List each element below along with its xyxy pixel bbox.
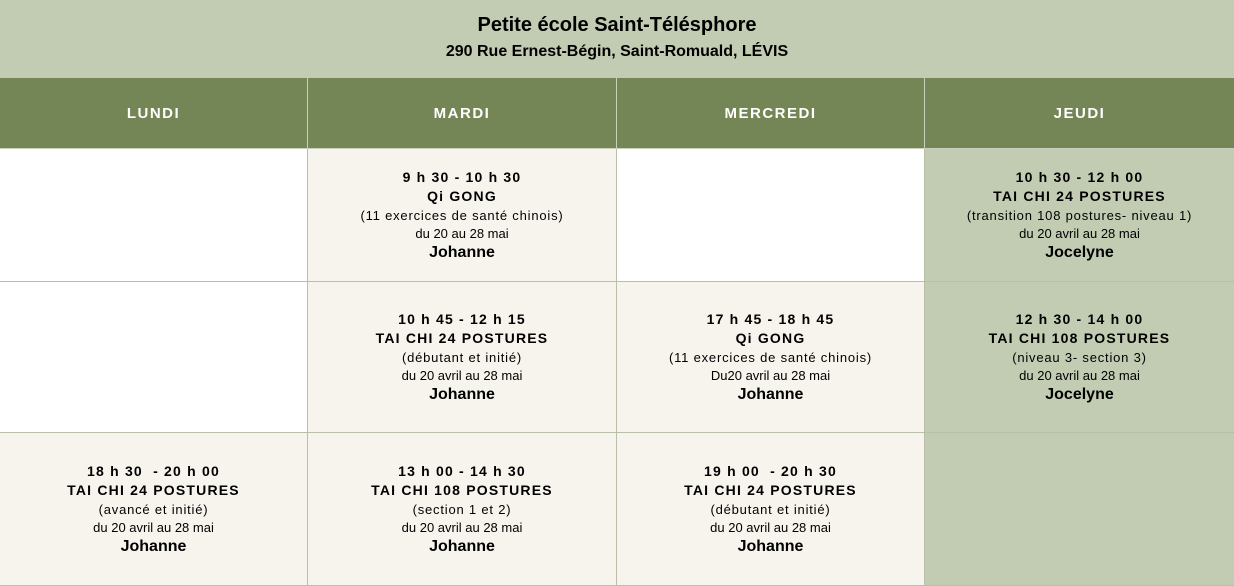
- class-dates: du 20 avril au 28 mai: [1019, 367, 1140, 383]
- slot-jeudi-r3-empty: [925, 433, 1234, 586]
- class-teacher: Johanne: [737, 537, 804, 555]
- day-header-jeudi: JEUDI: [925, 78, 1234, 149]
- class-time: 10 h 30 - 12 h 00: [1015, 168, 1144, 185]
- class-slot-mardi-r2: [308, 282, 617, 433]
- slot-lundi-r1-empty: [0, 149, 308, 282]
- class-slot-jeudi-r1: [925, 149, 1234, 282]
- class-teacher: Johanne: [429, 537, 495, 555]
- class-description: (niveau 3- section 3): [1012, 349, 1147, 365]
- class-teacher: Johanne: [429, 243, 495, 261]
- class-name: TAI CHI 108 POSTURES: [371, 481, 553, 498]
- class-slot-mardi-r1: [308, 149, 617, 282]
- day-header-lundi: LUNDI: [0, 78, 308, 149]
- class-dates: du 20 avril au 28 mai: [93, 519, 214, 535]
- schedule-header: [0, 0, 1234, 78]
- class-time: 9 h 30 - 10 h 30: [402, 168, 522, 185]
- class-dates: du 20 au 28 mai: [415, 225, 509, 241]
- class-time: 12 h 30 - 14 h 00: [1015, 310, 1144, 327]
- page-title: Petite école Saint-Télésphore: [477, 14, 757, 36]
- class-slot-jeudi-r2: [925, 282, 1234, 433]
- class-name: TAI CHI 24 POSTURES: [375, 329, 549, 346]
- class-name: Qi GONG: [427, 187, 497, 204]
- class-time: 18 h 30 - 20 h 00: [87, 462, 220, 479]
- class-time: 17 h 45 - 18 h 45: [706, 310, 835, 327]
- class-dates: du 20 avril au 28 mai: [401, 519, 523, 535]
- class-slot-mardi-r3: [308, 433, 617, 586]
- class-description: (section 1 et 2): [412, 501, 512, 517]
- class-time: 19 h 00 - 20 h 30: [704, 462, 837, 479]
- class-slot-mercredi-r2: [617, 282, 925, 433]
- class-name: TAI CHI 24 POSTURES: [684, 481, 857, 498]
- address-subtitle: 290 Rue Ernest-Bégin, Saint-Romuald, LÉVIS: [445, 43, 789, 60]
- class-teacher: Jocelyne: [1045, 385, 1114, 403]
- class-description: (débutant et initié): [710, 501, 831, 517]
- class-teacher: Johanne: [120, 537, 187, 555]
- class-time: 13 h 00 - 14 h 30: [398, 462, 526, 479]
- slot-mercredi-r1-empty: [617, 149, 925, 282]
- class-name: TAI CHI 108 POSTURES: [988, 329, 1171, 346]
- class-description: (avancé et initié): [98, 501, 209, 517]
- schedule-grid: [0, 78, 1234, 586]
- class-teacher: Jocelyne: [1045, 243, 1114, 261]
- class-teacher: Johanne: [429, 385, 495, 403]
- day-header-mercredi: MERCREDI: [617, 78, 925, 149]
- slot-lundi-r2-empty: [0, 282, 308, 433]
- class-slot-lundi-r3: [0, 433, 308, 586]
- class-dates: du 20 avril au 28 mai: [710, 519, 831, 535]
- class-time: 10 h 45 - 12 h 15: [398, 310, 526, 327]
- day-header-mardi: MARDI: [308, 78, 617, 149]
- class-name: TAI CHI 24 POSTURES: [67, 481, 240, 498]
- class-description: (transition 108 postures- niveau 1): [966, 207, 1193, 223]
- class-name: Qi GONG: [735, 329, 806, 346]
- class-teacher: Johanne: [737, 385, 804, 403]
- class-name: TAI CHI 24 POSTURES: [993, 187, 1166, 204]
- class-dates: Du20 avril au 28 mai: [710, 367, 831, 383]
- class-dates: du 20 avril au 28 mai: [401, 367, 523, 383]
- class-dates: du 20 avril au 28 mai: [1019, 225, 1140, 241]
- class-description: (11 exercices de santé chinois): [668, 349, 873, 365]
- class-description: (11 exercices de santé chinois): [360, 207, 564, 223]
- class-description: (débutant et initié): [401, 349, 523, 365]
- class-slot-mercredi-r3: [617, 433, 925, 586]
